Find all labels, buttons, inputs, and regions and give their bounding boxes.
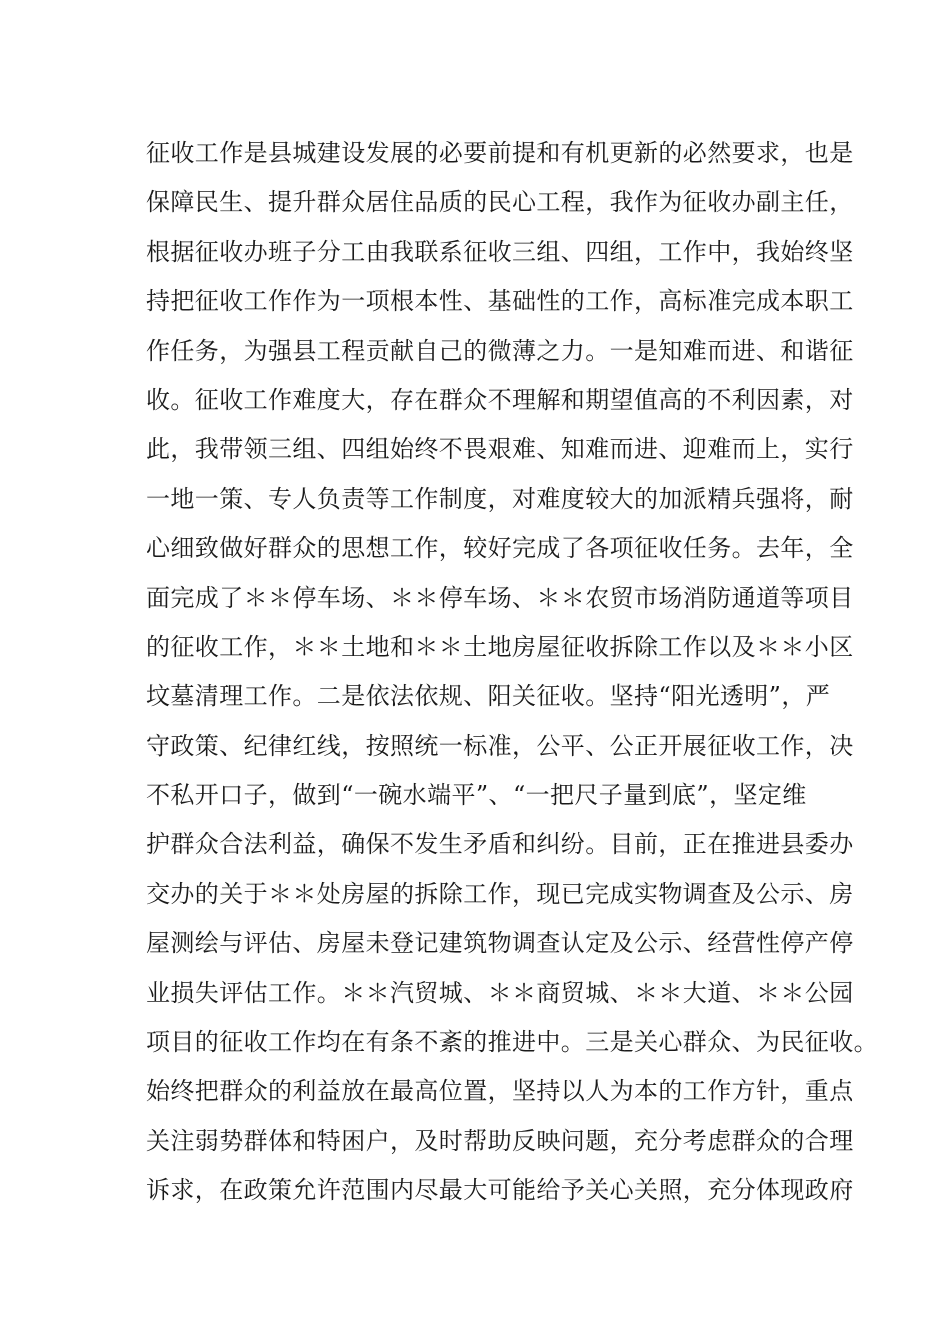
text-line: 坟墓清理工作。二是依法依规、阳关征收。坚持“阳光透明”，严 xyxy=(146,682,831,711)
text-line: 一地一策、专人负责等工作制度，对难度较大的加派精兵强将，耐 xyxy=(146,484,854,513)
text-line: 诉求，在政策允许范围内尽最大可能给予关心关照，充分体现政府 xyxy=(146,1176,854,1205)
text-line: 征收工作是县城建设发展的必要前提和有机更新的必然要求，也是 xyxy=(146,139,854,167)
text-line: 根据征收办班子分工由我联系征收三组、四组，工作中，我始终坚 xyxy=(146,237,854,266)
text-line: 心细致做好群众的思想工作，较好完成了各项征收任务。去年，全 xyxy=(146,534,854,563)
text-line: 不私开口子，做到“一碗水端平”、“一把尺子量到底”，坚定维 xyxy=(146,781,807,810)
text-line: 始终把群众的利益放在最高位置，坚持以人为本的工作方针，重点 xyxy=(146,1077,854,1106)
text-line: 护群众合法利益，确保不发生矛盾和纠纷。目前，正在推进县委办 xyxy=(146,830,854,859)
text-line: 守政策、纪律红线，按照统一标准，公平、公正开展征收工作，决 xyxy=(146,731,854,760)
text-line: 屋测绘与评估、房屋未登记建筑物调查认定及公示、经营性停产停 xyxy=(146,929,854,958)
text-line: 此，我带领三组、四组始终不畏艰难、知难而进、迎难而上，实行 xyxy=(146,435,854,464)
text-line: 作任务，为强县工程贡献自己的微薄之力。一是知难而进、和谐征 xyxy=(146,336,854,365)
text-line: 收。征收工作难度大，存在群众不理解和期望值高的不利因素，对 xyxy=(146,385,854,414)
text-line: 的征收工作，＊＊土地和＊＊土地房屋征收拆除工作以及＊＊小区 xyxy=(146,632,854,661)
body-paragraph xyxy=(146,134,878,1221)
text-line: 持把征收工作作为一项根本性、基础性的工作，高标准完成本职工 xyxy=(146,287,854,316)
text-line: 业损失评估工作。＊＊汽贸城、＊＊商贸城、＊＊大道、＊＊公园 xyxy=(146,978,854,1007)
text-line: 项目的征收工作均在有条不紊的推进中。三是关心群众、为民征收。 xyxy=(146,1028,878,1057)
text-line: 关注弱势群体和特困户，及时帮助反映问题，充分考虑群众的合理 xyxy=(146,1126,854,1155)
text-line: 交办的关于＊＊处房屋的拆除工作，现已完成实物调查及公示、房 xyxy=(146,879,854,908)
text-line: 保障民生、提升群众居住品质的民心工程，我作为征收办副主任， xyxy=(146,188,854,217)
text-line: 面完成了＊＊停车场、＊＊停车场、＊＊农贸市场消防通道等项目 xyxy=(146,583,854,612)
